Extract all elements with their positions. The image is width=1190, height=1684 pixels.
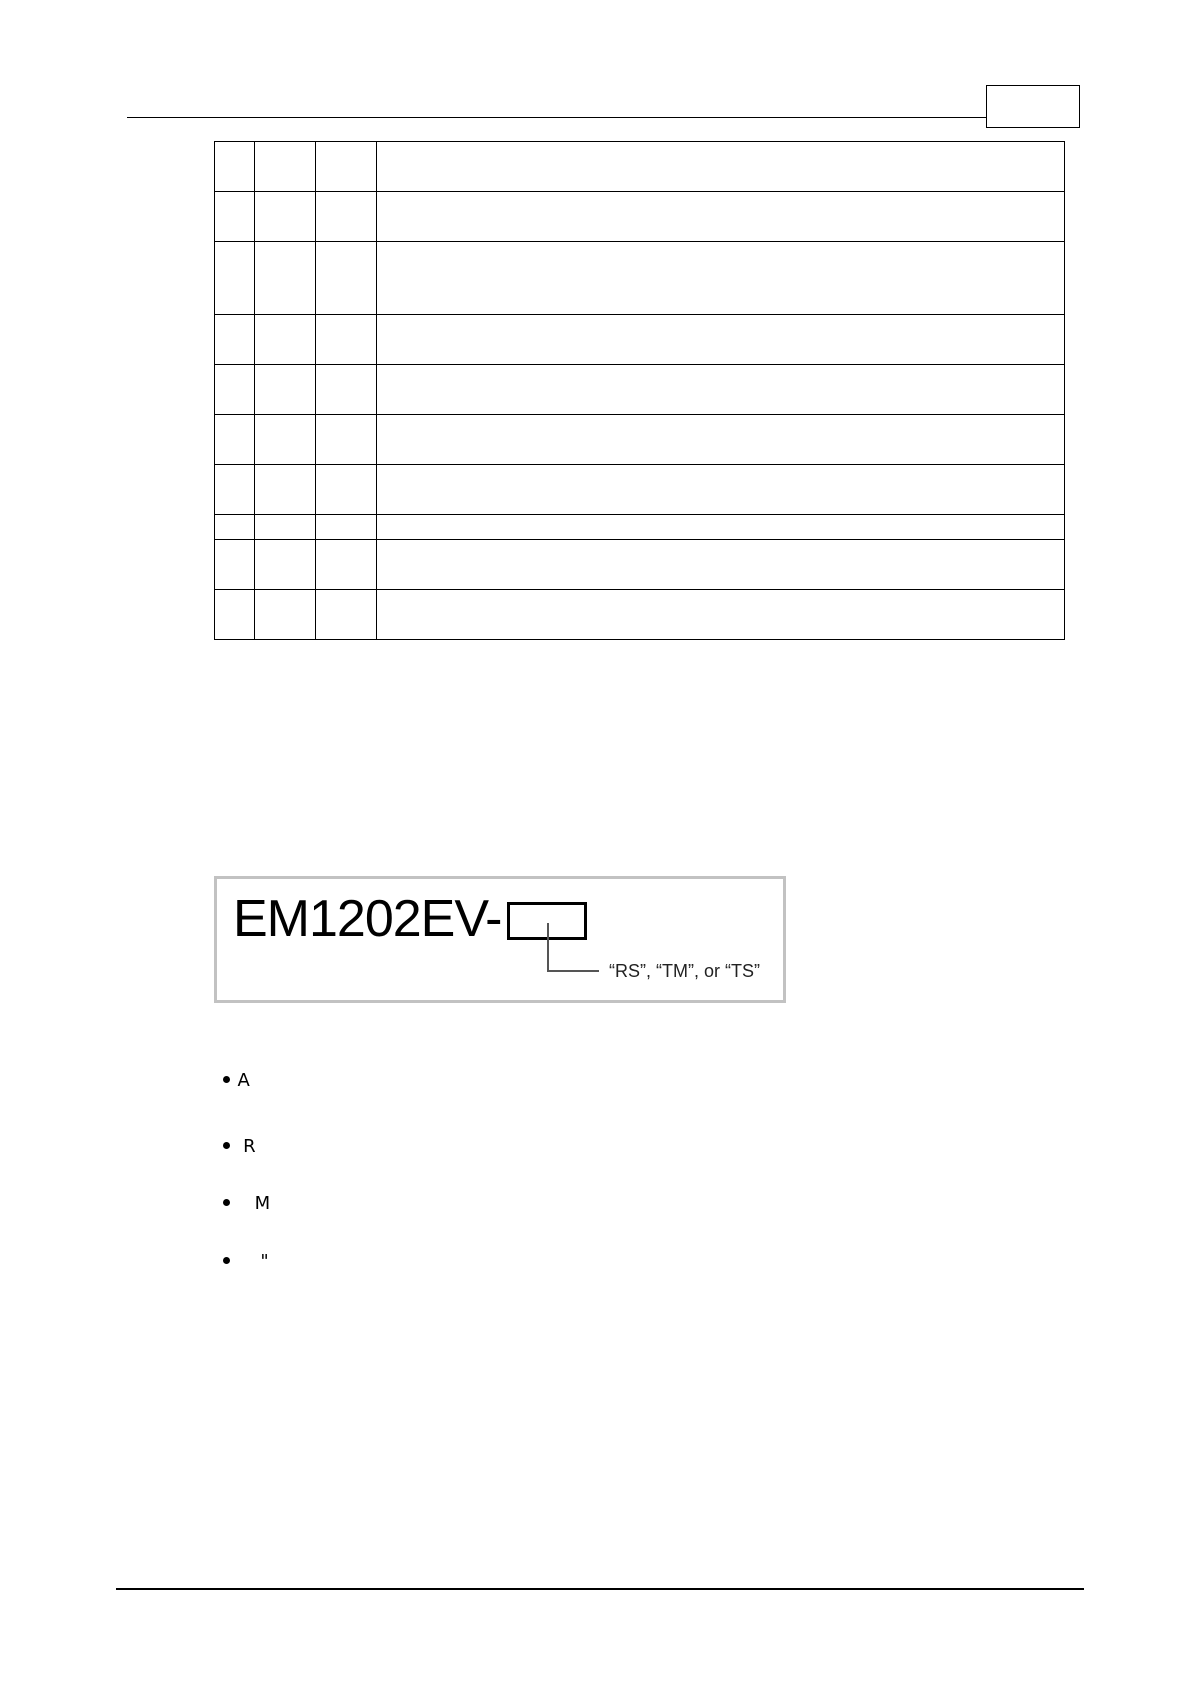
header-rule: [127, 117, 987, 118]
bullet-dot-icon: [223, 1142, 230, 1149]
table-row: [215, 365, 1065, 415]
bullet-dot-icon: [223, 1199, 230, 1206]
bullet-dot-icon: [223, 1257, 230, 1264]
table-row: [215, 315, 1065, 365]
bullet-text: M: [237, 1193, 271, 1214]
bullet-dot-icon: [223, 1076, 230, 1083]
table-row: [215, 540, 1065, 590]
bullet-text: R: [237, 1136, 256, 1157]
list-item: [212, 1171, 270, 1215]
leader-line-vertical: [547, 923, 549, 971]
table-row: [215, 590, 1065, 640]
table-row: [215, 242, 1065, 315]
bullet-text: A: [237, 1070, 250, 1091]
page-number-box: [986, 85, 1080, 128]
model-number-prefix: EM1202EV-: [233, 890, 502, 948]
table-row: [215, 465, 1065, 515]
table-row: [215, 192, 1065, 242]
table-row: [215, 142, 1065, 192]
list-item: [212, 1048, 250, 1092]
suffix-options-label: “RS”, “TM”, or “TS”: [609, 961, 760, 981]
spec-table: [214, 141, 1065, 640]
list-item: [212, 1229, 269, 1273]
model-number-figure: [214, 876, 786, 1003]
table-row: [215, 415, 1065, 465]
bullet-text: ": [237, 1251, 269, 1272]
leader-line-horizontal: [547, 970, 599, 972]
table-row: [215, 515, 1065, 540]
footer-rule: [116, 1588, 1084, 1590]
list-item: [212, 1114, 256, 1158]
